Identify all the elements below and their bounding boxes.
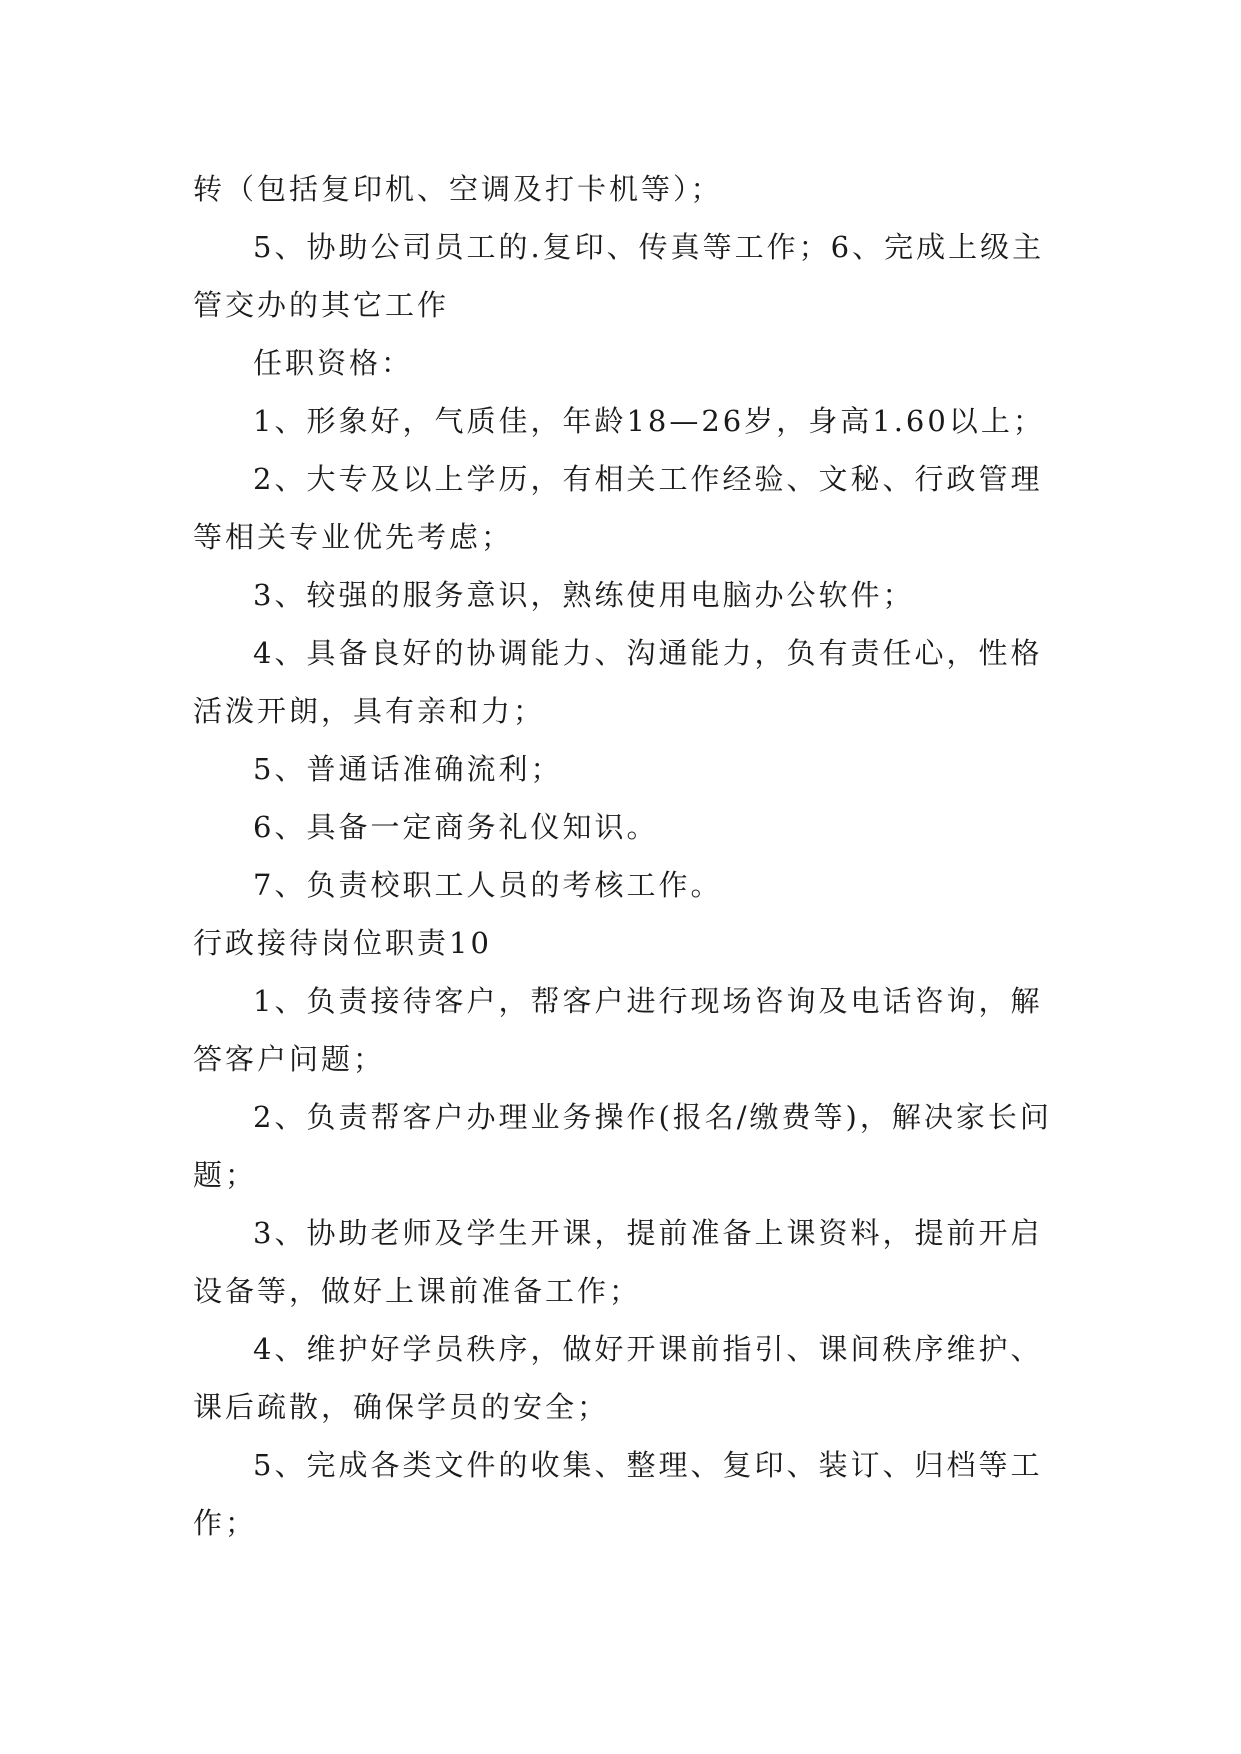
paragraph-qualification-6: 6、具备一定商务礼仪知识。: [253, 810, 659, 844]
paragraph-duty-5-6: 5、协助公司员工的.复印、传真等工作；6、完成上级主管交办的其它工作: [193, 230, 1045, 322]
paragraph-qualification-2: 2、大专及以上学历，有相关工作经验、文秘、行政管理等相关专业优先考虑；: [193, 462, 1043, 554]
paragraph-reception-duty-2: 2、负责帮客户办理业务操作(报名/缴费等)，解决家长问题；: [193, 1100, 1052, 1192]
paragraph-qualification-3: 3、较强的服务意识，熟练使用电脑办公软件；: [253, 578, 915, 612]
document-body: [193, 160, 1063, 1552]
paragraph-continuation: 转（包括复印机、空调及打卡机等）；: [193, 172, 723, 206]
paragraph-reception-duty-3: 3、协助老师及学生开课，提前准备上课资料，提前开启设备等，做好上课前准备工作；: [193, 1216, 1043, 1308]
paragraph-qualification-7: 7、负责校职工人员的考核工作。: [253, 868, 723, 902]
paragraph-qualification-1: 1、形象好，气质佳，年龄18—26岁，身高1.60以上；: [253, 404, 1045, 438]
paragraph-reception-duty-1: 1、负责接待客户，帮客户进行现场咨询及电话咨询，解答客户问题；: [193, 984, 1043, 1076]
paragraph-reception-duty-5: 5、完成各类文件的收集、整理、复印、装订、归档等工作；: [193, 1448, 1043, 1540]
paragraph-reception-duty-4: 4、维护好学员秩序，做好开课前指引、课间秩序维护、课后疏散，确保学员的安全；: [193, 1332, 1043, 1424]
paragraph-qualification-4: 4、具备良好的协调能力、沟通能力，负有责任心，性格活泼开朗，具有亲和力；: [193, 636, 1043, 728]
section-heading-qualifications: 任职资格：: [253, 346, 414, 380]
section-heading-reception-duties: 行政接待岗位职责10: [193, 926, 492, 960]
paragraph-qualification-5: 5、普通话准确流利；: [253, 752, 563, 786]
